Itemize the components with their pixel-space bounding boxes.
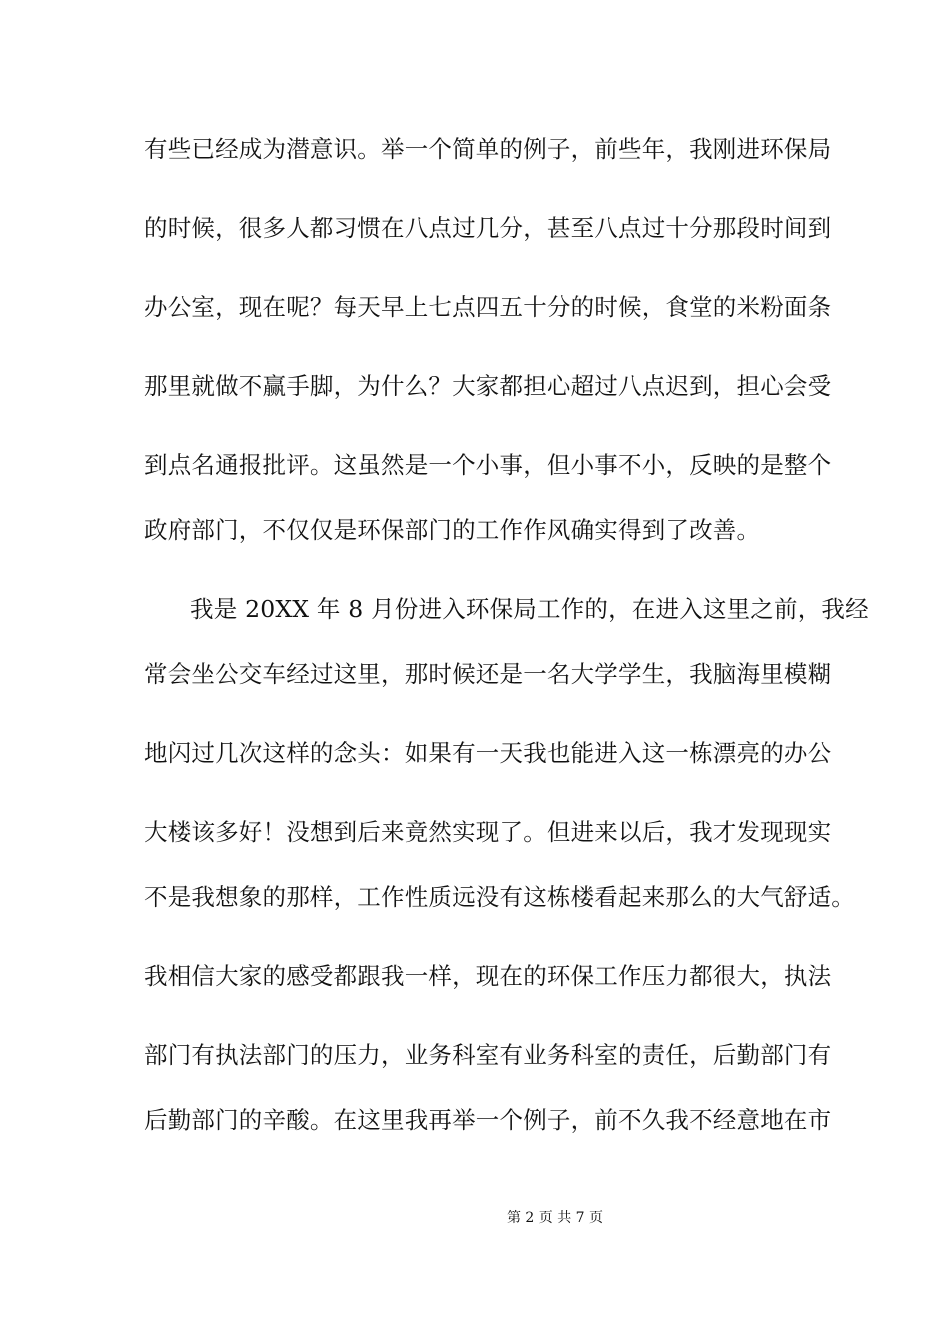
text-line: 办公室，现在呢？每天早上七点四五十分的时候，食堂的米粉面条: [144, 293, 832, 321]
text-line: 政府部门，不仅仅是环保部门的工作作风确实得到了改善。: [144, 516, 761, 544]
paragraph-first-line: 我是 20XX 年 8 月份进入环保局工作的，在进入这里之前，我经: [190, 595, 869, 623]
text-line: 不是我想象的那样，工作性质远没有这栋楼看起来那么的大气舒适。: [144, 883, 855, 911]
text-line: 有些已经成为潜意识。举一个简单的例子，前些年，我刚进环保局: [144, 135, 832, 163]
page-number-footer: 第 2 页 共 7 页: [506, 1210, 604, 1226]
text-line: 我相信大家的感受都跟我一样，现在的环保工作压力都很大，执法: [144, 962, 832, 990]
text-line: 后勤部门的辛酸。在这里我再举一个例子，前不久我不经意地在市: [144, 1106, 832, 1134]
text-line: 部门有执法部门的压力，业务科室有业务科室的责任，后勤部门有: [144, 1041, 832, 1069]
text-line: 的时候，很多人都习惯在八点过几分，甚至八点过十分那段时间到: [144, 214, 832, 242]
text-line: 常会坐公交车经过这里，那时候还是一名大学学生，我脑海里模糊: [144, 660, 832, 688]
text-line: 地闪过几次这样的念头：如果有一天我也能进入这一栋漂亮的办公: [144, 739, 832, 767]
text-line: 到点名通报批评。这虽然是一个小事，但小事不小，反映的是整个: [144, 451, 832, 479]
text-line: 那里就做不赢手脚，为什么？大家都担心超过八点迟到，担心会受: [144, 372, 832, 400]
text-line: 大楼该多好！没想到后来竟然实现了。但进来以后，我才发现现实: [144, 818, 832, 846]
